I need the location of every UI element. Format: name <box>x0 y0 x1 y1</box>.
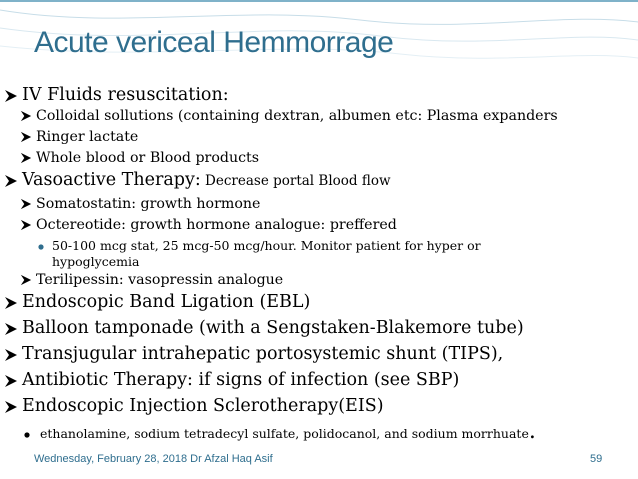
list-item <box>20 109 558 123</box>
list-item-text: Antibiotic Therapy: if signs of infection (see SBP) <box>22 370 460 390</box>
round-bullet-icon <box>24 432 30 438</box>
arrow-bullet-icon <box>20 152 32 164</box>
list-item <box>24 419 536 444</box>
list-item-text: Vasoactive Therapy: <box>22 170 201 190</box>
arrow-bullet-icon <box>4 322 18 336</box>
list-item <box>4 372 459 390</box>
list-item-text: Ringer lactate <box>36 129 139 145</box>
list-item-text: Terilipessin: vasopressin analogue <box>36 272 284 288</box>
arrow-bullet-icon <box>4 174 18 188</box>
list-item-suffix: Decrease portal Blood flow <box>200 173 391 189</box>
list-item-text: Whole blood or Blood products <box>36 150 260 166</box>
list-item <box>4 294 310 312</box>
list-item <box>4 346 503 364</box>
list-item <box>20 151 259 165</box>
list-item-text: Endoscopic Band Ligation (EBL) <box>22 292 311 312</box>
list-item <box>4 398 384 416</box>
arrow-bullet-icon <box>4 374 18 388</box>
arrow-bullet-icon <box>4 296 18 310</box>
list-item-text: Somatostatin: growth hormone <box>36 196 261 212</box>
list-item-text: Colloidal sollutions (containing dextran, albumen etc: Plasma expanders <box>36 108 558 124</box>
arrow-bullet-icon <box>20 198 32 210</box>
list-item-text: IV Fluids resuscitation: <box>22 85 229 105</box>
list-item-text: ethanolamine, sodium tetradecyl sulfate, polidocanol, and sodium morrhuate <box>40 426 529 441</box>
footer-page-number: 59 <box>590 453 603 465</box>
list-item <box>20 218 397 232</box>
list-item-text: Balloon tamponade (with a Sengstaken-Blakemore tube) <box>22 318 524 338</box>
list-item <box>4 87 229 105</box>
arrow-bullet-icon <box>4 348 18 362</box>
list-item <box>20 273 283 287</box>
list-item-text: Transjugular intrahepatic portosystemic shunt (TIPS), <box>22 344 504 364</box>
arrow-bullet-icon <box>4 89 18 103</box>
list-item-text: Endoscopic Injection Sclerotherapy(EIS) <box>22 396 384 416</box>
list-item-text: Octereotide: growth hormone analogue: preffered <box>36 217 397 233</box>
list-item <box>4 320 524 338</box>
arrow-bullet-icon <box>4 400 18 414</box>
list-item-suffix: . <box>528 419 536 444</box>
arrow-bullet-icon <box>20 219 32 231</box>
arrow-bullet-icon <box>20 131 32 143</box>
slide-title: Acute vericeal Hemmorrage <box>34 26 394 59</box>
footer-date-author: Wednesday, February 28, 2018 Dr Afzal Haq Asif <box>34 453 273 465</box>
list-item-text: 50-100 mcg stat, 25 mcg-50 mcg/hour. Monitor patient for hyper or <box>52 238 481 253</box>
arrow-bullet-icon <box>20 110 32 122</box>
arrow-bullet-icon <box>20 274 32 286</box>
round-bullet-icon <box>38 244 44 250</box>
list-item <box>20 197 260 211</box>
list-item <box>38 240 481 253</box>
list-item <box>20 130 138 144</box>
list-item-continuation: hypoglycemia <box>52 254 140 269</box>
list-item <box>4 172 391 190</box>
